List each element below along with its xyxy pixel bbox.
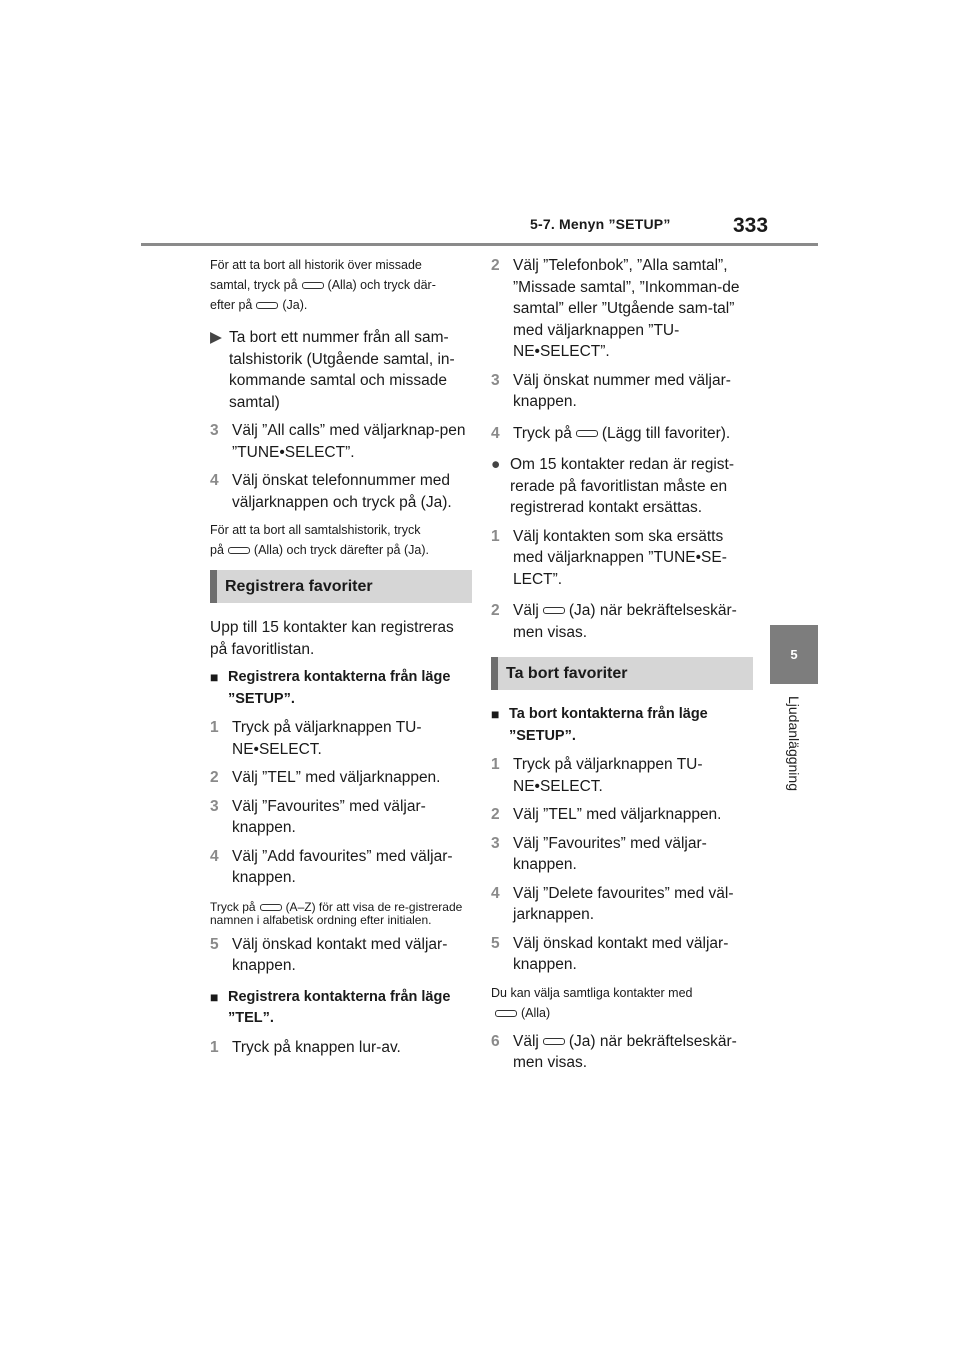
- step-item: 2 Välj ”Telefonbok”, ”Alla samtal”, ”Missade samtal”, ”Inkomman-de samtal” eller ”Utgående sam-tal” med väljarknappen ”TU-NE•SELECT”.: [491, 257, 740, 360]
- subheading: ■ Registrera kontakterna från läge ”SETUP”.: [210, 667, 472, 710]
- step-item: 3 Välj ”Favourites” med väljar-knappen.: [491, 834, 707, 873]
- page-number: 333: [733, 214, 769, 237]
- note-missed-calls: För att ta bort all historik över missade samtal, tryck på (Alla) och tryck där- efter på (Ja).: [210, 258, 436, 312]
- section-heading: Registrera favoriter: [210, 570, 472, 603]
- triangle-bullet-icon: ▶: [210, 329, 222, 346]
- square-bullet-icon: ■: [491, 706, 500, 722]
- header-divider: [141, 243, 818, 246]
- list-item: ● Om 15 kontakter redan är regist-rerade på favoritlistan måste en registrerad kontakt ersättas.: [491, 454, 753, 519]
- step-item: 1 Tryck på väljarknappen TU-NE•SELECT.: [491, 756, 703, 795]
- step-item: 1 Tryck på väljarknappen TU-NE•SELECT.: [210, 719, 422, 758]
- subheading: ■ Ta bort kontakterna från läge ”SETUP”.: [491, 704, 753, 747]
- circle-bullet-icon: ●: [491, 456, 501, 473]
- chapter-tab-label: Ljudanläggning: [786, 696, 802, 791]
- note-alphabetical: Tryck på (A–Z) för att visa de re-gistrerade namnen i alfabetisk ordning efter initialen.: [210, 899, 463, 927]
- step-item: 1 Välj kontakten som ska ersätts med väljarknappen ”TUNE•SE-LECT”.: [491, 527, 727, 588]
- step-item: 6 Välj (Ja) när bekräftelseskär-men visas.: [491, 1032, 737, 1071]
- button-icon: [260, 904, 282, 911]
- step-item: 5 Välj önskad kontakt med väljar-knappen.: [210, 935, 448, 974]
- square-bullet-icon: ■: [210, 988, 219, 1005]
- button-icon: [228, 547, 250, 554]
- subheading: ■ Registrera kontakterna från läge ”TEL”.: [210, 987, 472, 1030]
- step-item: 3 Välj önskat nummer med väljar-knappen.: [491, 371, 731, 410]
- step-item: 5 Välj önskad kontakt med väljar-knappen.: [491, 934, 729, 973]
- button-icon: [495, 1010, 517, 1017]
- right-column: [491, 255, 753, 1081]
- button-icon: [543, 1038, 565, 1045]
- step-item: 1 Tryck på knappen lur-av.: [210, 1038, 401, 1056]
- intro-text: Upp till 15 kontakter kan registreras på favoritlistan.: [210, 619, 454, 658]
- button-icon: [256, 302, 278, 309]
- note-all-history: För att ta bort all samtalshistorik, tryck på (Alla) och tryck därefter på (Ja).: [210, 523, 429, 557]
- chapter-tab-number: 5: [770, 625, 818, 684]
- button-icon: [543, 607, 565, 614]
- button-icon: [302, 282, 324, 289]
- button-icon: [576, 430, 598, 437]
- step-item: 4 Välj önskat telefonnummer med väljarknappen och tryck på (Ja).: [210, 472, 452, 511]
- step-item: 2 Välj (Ja) när bekräftelseskär-men visas.: [491, 602, 737, 641]
- step-item: 4 Tryck på (Lägg till favoriter).: [491, 424, 731, 442]
- step-item: 3 Välj ”All calls” med väljarknap-pen ”TUNE•SELECT”.: [210, 422, 466, 461]
- section-title: 5-7. Menyn ”SETUP”: [530, 216, 671, 232]
- left-column: [210, 255, 472, 1065]
- step-item: 3 Välj ”Favourites” med väljar-knappen.: [210, 797, 426, 836]
- step-item: 4 Välj ”Delete favourites” med väl-jarknappen.: [491, 884, 734, 923]
- step-item: 2 Välj ”TEL” med väljarknappen.: [210, 769, 441, 786]
- step-item: 4 Välj ”Add favourites” med väljar-knappen.: [210, 847, 453, 886]
- step-item: 2 Välj ”TEL” med väljarknappen.: [491, 806, 722, 823]
- section-heading: Ta bort favoriter: [491, 657, 753, 690]
- square-bullet-icon: ■: [210, 669, 219, 685]
- note-select-all: Du kan välja samtliga kontakter med (Alla): [491, 985, 693, 1020]
- list-item: ▶ Ta bort ett nummer från all sam-talshistorik (Utgående samtal, in-kommande samtal och missade samtal): [210, 327, 472, 413]
